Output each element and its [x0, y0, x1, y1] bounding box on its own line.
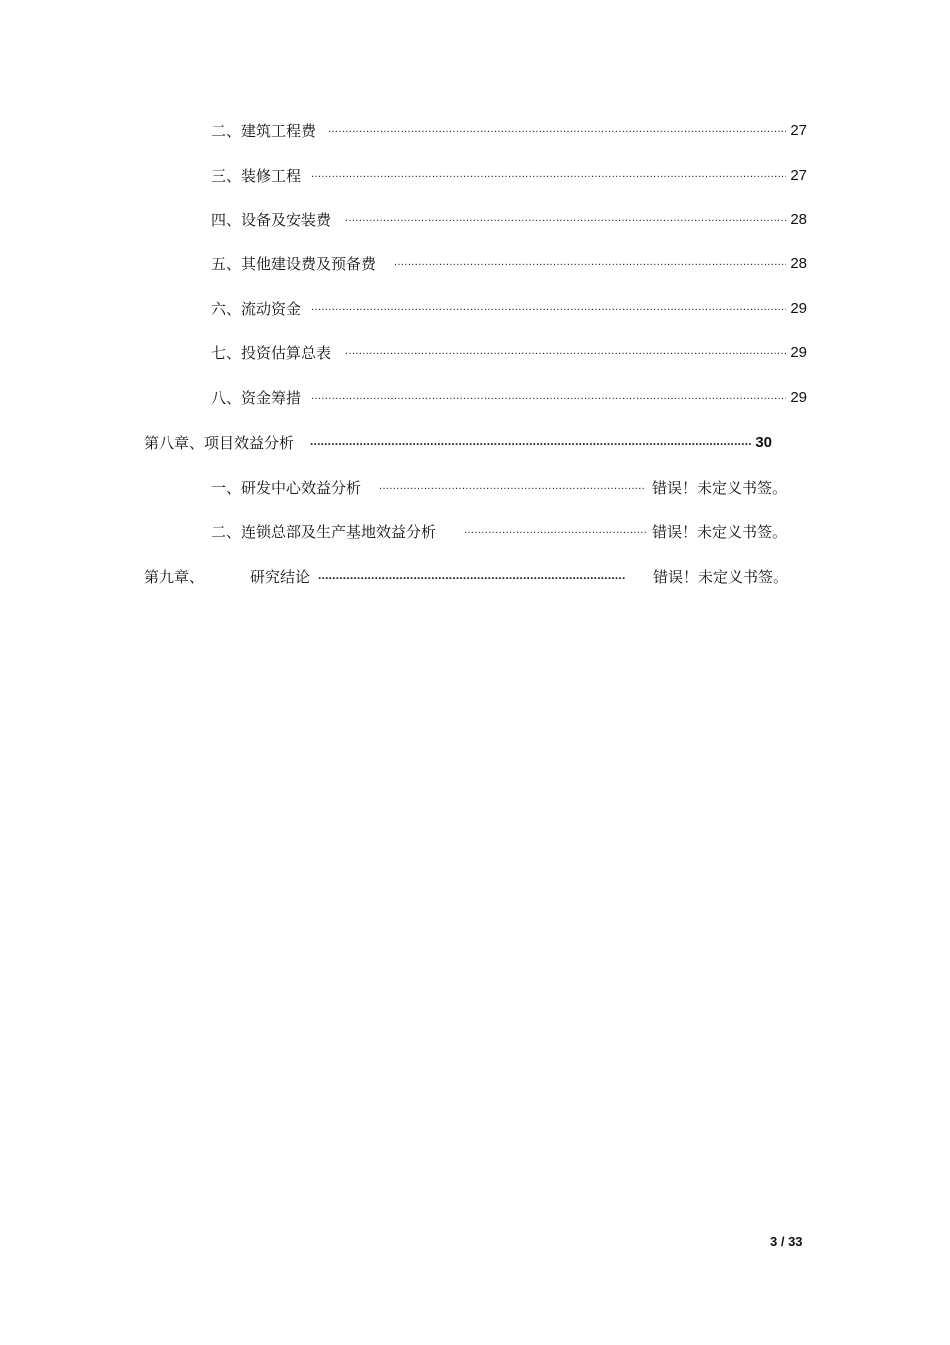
- dot-leader: [310, 432, 751, 454]
- toc-entry-page: 30: [755, 434, 772, 451]
- dot-leader: [311, 298, 786, 320]
- dot-leader: [379, 477, 646, 499]
- toc-entry-page: 27: [790, 167, 807, 184]
- toc-entry-title: 三、装修工程: [211, 167, 302, 185]
- toc-entry-title: 二、建筑工程费: [211, 122, 317, 140]
- dot-leader: [345, 342, 786, 364]
- toc-entry-page: 28: [790, 255, 807, 272]
- dot-leader: [394, 253, 786, 275]
- toc-chapter-number: 第九章、: [144, 568, 205, 586]
- toc-entry-title: 研究结论: [250, 568, 311, 586]
- dot-leader: [311, 165, 786, 187]
- toc-entry[interactable]: [211, 253, 807, 275]
- toc-entry[interactable]: [211, 521, 787, 543]
- toc-entry[interactable]: [211, 209, 807, 231]
- toc-entry-page: 29: [790, 300, 807, 317]
- toc-entry-page: 28: [790, 211, 807, 228]
- toc-entry[interactable]: [211, 120, 807, 142]
- dot-leader: [311, 387, 786, 409]
- toc-entry-page: 错误！未定义书签。: [652, 568, 788, 586]
- toc-entry[interactable]: [211, 477, 787, 499]
- toc-entry-page: 错误！未定义书签。: [651, 523, 787, 541]
- toc-entry-title: 一、研发中心效益分析: [211, 479, 362, 497]
- toc-entry-page: 29: [790, 344, 807, 361]
- toc-entry-title: 四、设备及安装费: [211, 211, 332, 229]
- toc-chapter-entry[interactable]: [144, 432, 772, 454]
- toc-entry[interactable]: [211, 387, 807, 409]
- toc-entry-title: 二、连锁总部及生产基地效益分析: [211, 523, 437, 541]
- toc-entry-page: 29: [790, 389, 807, 406]
- toc-entry[interactable]: [211, 165, 807, 187]
- dot-leader: [345, 209, 786, 231]
- dot-leader: [328, 120, 786, 142]
- toc-entry[interactable]: [211, 342, 807, 364]
- toc-chapter-entry[interactable]: [144, 566, 788, 588]
- toc-entry-page: 27: [790, 122, 807, 139]
- toc-entry-title: 六、流动资金: [211, 300, 302, 318]
- dot-leader: [464, 521, 646, 543]
- toc-entry-title: 八、资金筹措: [211, 389, 302, 407]
- toc-entry[interactable]: [211, 298, 807, 320]
- page-number: 3 / 33: [770, 1234, 803, 1249]
- dot-leader: [318, 566, 625, 588]
- toc-entry-title: 五、其他建设费及预备费: [211, 255, 377, 273]
- toc-entry-title: 七、投资估算总表: [211, 344, 332, 362]
- toc-entry-title: 第八章、项目效益分析: [144, 434, 295, 452]
- toc-entry-page: 错误！未定义书签。: [651, 479, 787, 497]
